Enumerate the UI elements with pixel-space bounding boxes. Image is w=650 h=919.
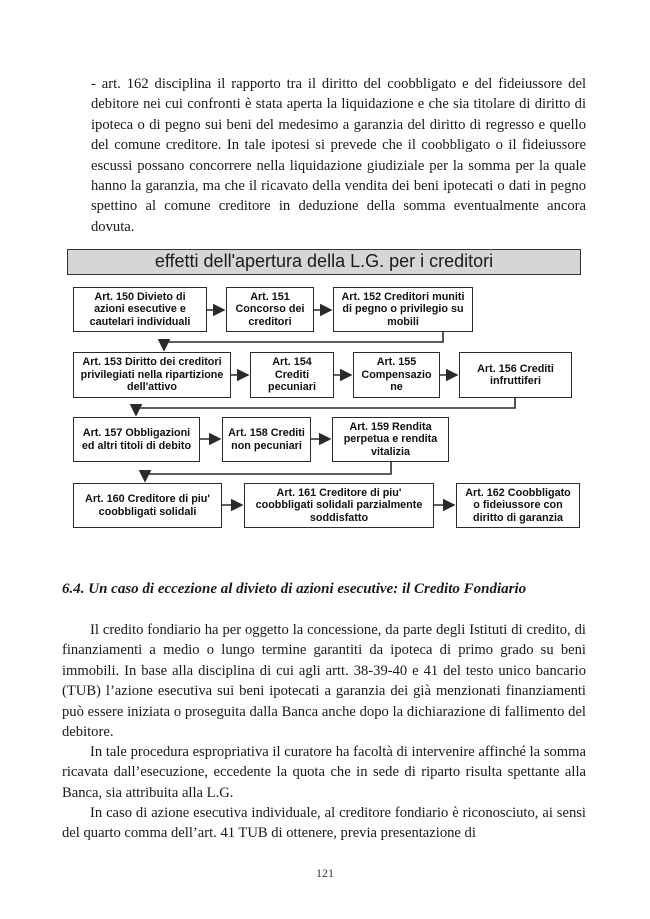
- arrow-152-153: [164, 331, 443, 342]
- box-art-151: Art. 151 Concorso dei creditori: [226, 287, 314, 332]
- box-art-156: Art. 156 Crediti infruttiferi: [459, 352, 572, 398]
- paragraph-art-162: - art. 162 disciplina il rapporto tra il diritto del coobbligato e del fideiussore del debitore nei cui confronti è stata aperta la liquidazione e che sia titolare di diritto di ipoteca o di pegno sui beni del medesimo a garanzia del diritto di regresso e quello del comune creditore. In tale ipotesi si prevede che il coobbligato o il fideiussore escussi possano concorrere nella liquidazione giudiziale per la somma per la quale hanno la garanzia, ma che il ricavato della vendita dei beni ipotecati o dati in pegno spettino al comune creditore in deduzione della somma eventualmente ancora dovuta.: [91, 76, 586, 235]
- box-art-150: Art. 150 Divieto di azioni esecutive e cautelari individuali: [73, 287, 207, 332]
- section-heading: 6.4. Un caso di eccezione al divieto di azioni esecutive: il Credito Fondiario: [62, 581, 527, 597]
- paragraph-credito-fondiario: Il credito fondiario ha per oggetto la concessione, da parte degli Istituti di credito, di finanziamenti a medio o lungo termine garantiti da ipoteca di primo grado su beni immobili. In base alla disciplina di cui agli artt. 38-39-40 e 41 del testo unico bancario (TUB) l’azione esecutiva sui beni ipotecati a garanzia dei già menzionati finanziamenti può essere iniziata o proseguita dalla Banca anche dopo la dichiarazione di fallimento del debitore.: [62, 622, 586, 741]
- box-art-153: Art. 153 Diritto dei creditori privilegiati nella ripartizione dell'attivo: [73, 352, 231, 398]
- paragraph-azione-esecutiva: In caso di azione esecutiva individuale, al creditore fondiario è riconosciuto, ai sensi del quarto comma dell’art. 41 TUB di ottenere, previa presentazione di: [62, 805, 586, 842]
- diagram-title: effetti dell'apertura della L.G. per i creditori: [67, 249, 581, 275]
- arrow-156-157: [136, 398, 515, 408]
- box-art-161: Art. 161 Creditore di piu' coobbligati solidali parzialmente soddisfatto: [244, 483, 434, 528]
- box-art-155: Art. 155 Compensazio ne: [353, 352, 440, 398]
- box-art-157: Art. 157 Obbligazioni ed altri titoli di debito: [73, 417, 200, 462]
- box-art-160: Art. 160 Creditore di piu' coobbligati solidali: [73, 483, 222, 528]
- box-art-162: Art. 162 Coobbligato o fideiussore con diritto di garanzia: [456, 483, 580, 528]
- page-number: 121: [316, 866, 334, 880]
- box-art-152: Art. 152 Creditori muniti di pegno o privilegio su mobili: [333, 287, 473, 332]
- arrow-159-160: [145, 462, 391, 474]
- box-art-154: Art. 154 Crediti pecuniari: [250, 352, 334, 398]
- box-art-159: Art. 159 Rendita perpetua e rendita vitalizia: [332, 417, 449, 462]
- box-art-158: Art. 158 Crediti non pecuniari: [222, 417, 311, 462]
- paragraph-procedura-espropriativa: In tale procedura espropriativa il curatore ha facoltà di intervenire affinché la somma ricavata dall’esecuzione, eccedente la quota che in sede di riparto risulta spettante alla Banca, sia attribuita alla L.G.: [62, 744, 586, 801]
